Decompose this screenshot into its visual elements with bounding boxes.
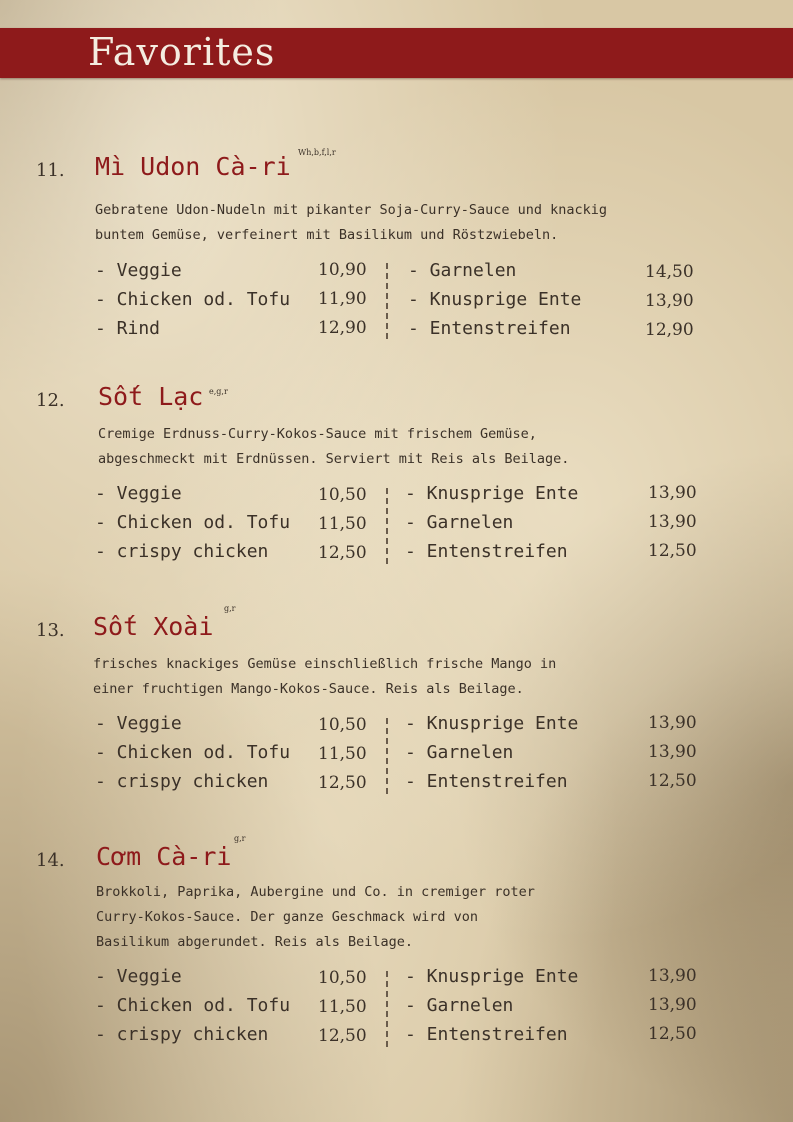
option-label: - Veggie: [95, 966, 182, 987]
option-label: - Chicken od. Tofu: [95, 995, 291, 1016]
allergen-codes: e,g,r: [209, 387, 228, 396]
dish-description-line: einer fruchtigen Mango-Kokos-Sauce. Reis als Beilage.: [93, 681, 524, 697]
option-price: 13,90: [648, 713, 697, 733]
column-divider: [386, 718, 388, 794]
item-number: 12.: [36, 390, 65, 411]
option-label: - Knusprige Ente: [405, 966, 579, 987]
option-label: - crispy chicken: [95, 541, 269, 562]
dish-description-line: Gebratene Udon-Nudeln mit pikanter Soja-Curry-Sauce und knackig: [95, 202, 608, 218]
option-price: 12,50: [648, 1024, 697, 1044]
option-price: 11,90: [318, 289, 367, 309]
option-price: 13,90: [648, 483, 697, 503]
option-price: 12,50: [318, 543, 367, 563]
option-price: 11,50: [318, 514, 367, 534]
dish-description-line: Brokkoli, Paprika, Aubergine und Co. in cremiger roter: [96, 884, 535, 900]
dish-name: Mì Udon Cà-ri: [95, 152, 291, 181]
option-label: - Entenstreifen: [405, 771, 568, 792]
option-label: - crispy chicken: [95, 1024, 269, 1045]
dish-description-line: Curry-Kokos-Sauce. Der ganze Geschmack wird von: [96, 909, 479, 925]
option-price: 13,90: [648, 512, 697, 532]
option-label: - Rind: [95, 318, 161, 339]
item-number: 13.: [36, 620, 65, 641]
column-divider: [386, 971, 388, 1047]
option-price: 12,50: [648, 541, 697, 561]
option-label: - Veggie: [95, 260, 182, 281]
item-number: 14.: [36, 850, 65, 871]
option-price: 13,90: [648, 742, 697, 762]
dish-description-line: buntem Gemüse, verfeinert mit Basilikum und Röstzwiebeln.: [95, 227, 559, 243]
option-price: 12,90: [318, 318, 367, 338]
option-label: - Chicken od. Tofu: [95, 512, 291, 533]
option-price: 11,50: [318, 997, 367, 1017]
option-label: - Knusprige Ente: [405, 713, 579, 734]
option-label: - Garnelen: [408, 260, 517, 281]
option-price: 13,90: [648, 966, 697, 986]
option-price: 10,90: [318, 260, 367, 280]
dish-description-line: abgeschmeckt mit Erdnüssen. Serviert mit Reis als Beilage.: [98, 451, 570, 467]
item-number: 11.: [36, 160, 65, 181]
dish-name: Sốt Xoài: [93, 612, 214, 641]
dish-description-line: frisches knackiges Gemüse einschließlich frische Mango in: [93, 656, 557, 672]
option-price: 13,90: [648, 995, 697, 1015]
option-price: 10,50: [318, 715, 367, 735]
dish-description-line: Basilikum abgerundet. Reis als Beilage.: [96, 934, 413, 950]
option-label: - Entenstreifen: [405, 1024, 568, 1045]
column-divider: [386, 263, 388, 339]
option-label: - Chicken od. Tofu: [95, 289, 291, 310]
allergen-codes: g,r: [234, 834, 246, 843]
option-label: - Veggie: [95, 713, 182, 734]
option-price: 14,50: [645, 262, 694, 282]
option-label: - Garnelen: [405, 742, 514, 763]
option-label: - Chicken od. Tofu: [95, 742, 291, 763]
column-divider: [386, 488, 388, 564]
option-price: 12,50: [318, 773, 367, 793]
option-label: - Garnelen: [405, 512, 514, 533]
option-label: - crispy chicken: [95, 771, 269, 792]
page-title: Favorites: [88, 30, 276, 74]
dish-name: Sốt Lạc: [98, 382, 204, 411]
option-price: 10,50: [318, 485, 367, 505]
option-label: - Entenstreifen: [405, 541, 568, 562]
option-price: 12,90: [645, 320, 694, 340]
dish-description-line: Cremige Erdnuss-Curry-Kokos-Sauce mit frischem Gemüse,: [98, 426, 537, 442]
option-label: - Entenstreifen: [408, 318, 571, 339]
option-price: 13,90: [645, 291, 694, 311]
option-price: 12,50: [648, 771, 697, 791]
option-label: - Knusprige Ente: [408, 289, 582, 310]
option-label: - Knusprige Ente: [405, 483, 579, 504]
option-price: 12,50: [318, 1026, 367, 1046]
allergen-codes: g,r: [224, 604, 236, 613]
title-banner: [0, 28, 793, 78]
option-price: 10,50: [318, 968, 367, 988]
dish-name: Cơm Cà-ri: [96, 842, 232, 871]
option-price: 11,50: [318, 744, 367, 764]
allergen-codes: Wh,b,f,l,r: [298, 148, 336, 157]
option-label: - Veggie: [95, 483, 182, 504]
option-label: - Garnelen: [405, 995, 514, 1016]
